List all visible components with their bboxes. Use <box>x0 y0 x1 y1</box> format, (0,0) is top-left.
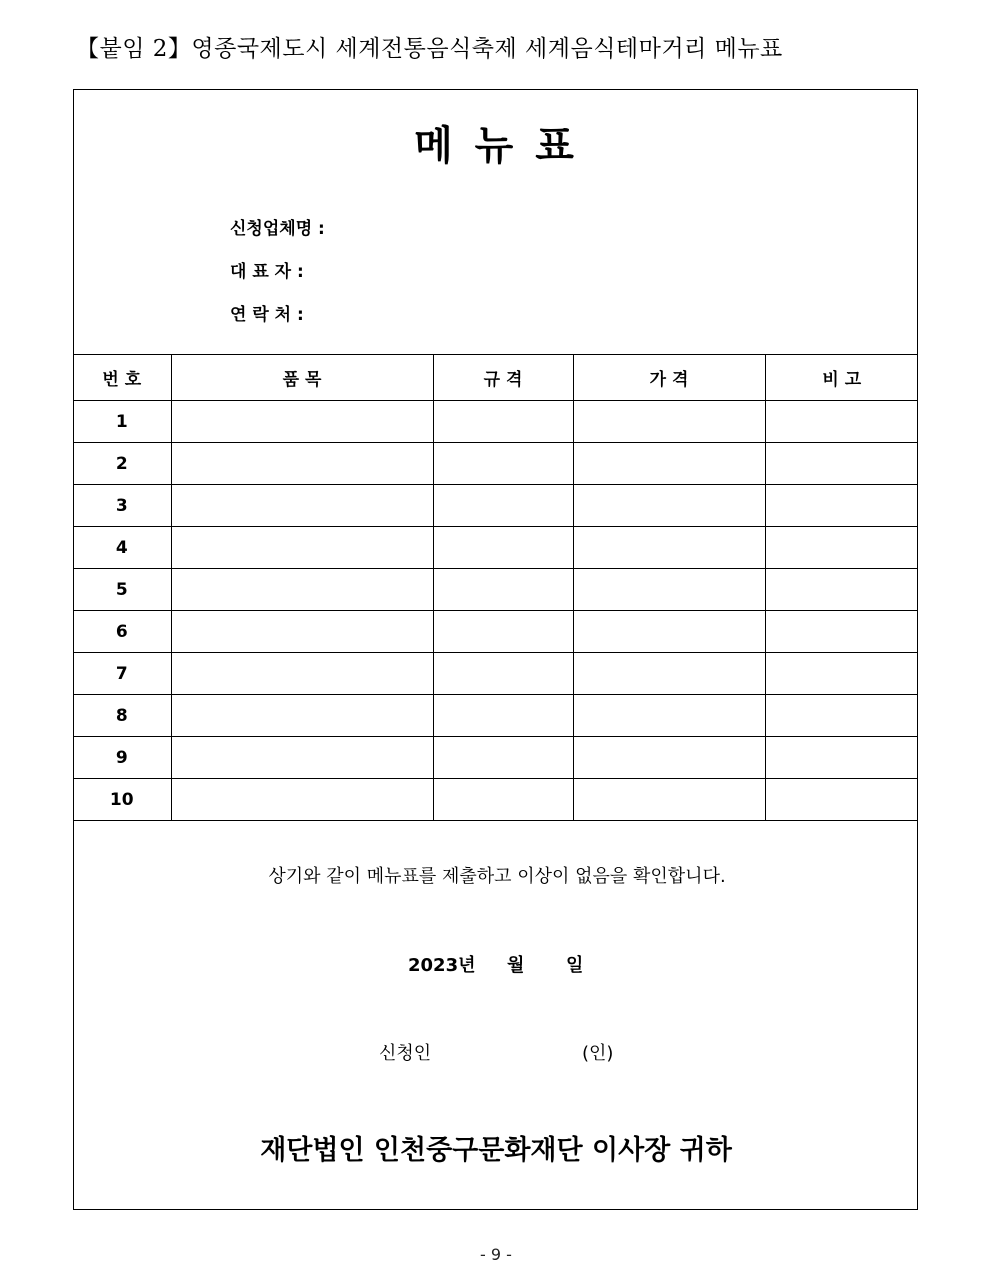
applicant-seal: (인) <box>582 1043 614 1064</box>
item-cell[interactable] <box>171 779 433 821</box>
contact-row <box>230 300 322 325</box>
column-header-remarks: 비 고 <box>765 355 918 401</box>
item-cell[interactable] <box>171 527 433 569</box>
recipient-line: 재단법인 인천중구문화재단 이사장 귀하 <box>260 1135 732 1166</box>
row-number: 4 <box>73 527 171 569</box>
spec-cell[interactable] <box>433 485 573 527</box>
contact-label: 연 락 처 : <box>230 305 304 325</box>
price-cell[interactable] <box>573 779 765 821</box>
row-number: 8 <box>73 695 171 737</box>
remarks-cell[interactable] <box>765 443 918 485</box>
remarks-cell[interactable] <box>765 401 918 443</box>
price-cell[interactable] <box>573 653 765 695</box>
page-number: - 9 - <box>480 1245 512 1264</box>
item-cell[interactable] <box>171 611 433 653</box>
item-cell[interactable] <box>171 485 433 527</box>
date-day: 일 <box>566 955 584 976</box>
remarks-cell[interactable] <box>765 527 918 569</box>
price-cell[interactable] <box>573 569 765 611</box>
table-row <box>73 401 918 443</box>
item-cell[interactable] <box>171 569 433 611</box>
item-cell[interactable] <box>171 653 433 695</box>
spec-cell[interactable] <box>433 569 573 611</box>
column-header-spec: 규 격 <box>433 355 573 401</box>
company-name-row <box>230 214 325 239</box>
remarks-cell[interactable] <box>765 653 918 695</box>
row-number: 2 <box>73 443 171 485</box>
table-row <box>73 443 918 485</box>
spec-cell[interactable] <box>433 401 573 443</box>
spec-cell[interactable] <box>433 611 573 653</box>
representative-label: 대 표 자 : <box>230 262 304 282</box>
remarks-cell[interactable] <box>765 485 918 527</box>
spec-cell[interactable] <box>433 779 573 821</box>
date-year: 2023년 <box>408 955 476 976</box>
row-number: 6 <box>73 611 171 653</box>
row-number: 5 <box>73 569 171 611</box>
page-title: 메 뉴 표 <box>414 123 578 169</box>
price-cell[interactable] <box>573 695 765 737</box>
table-row <box>73 485 918 527</box>
remarks-cell[interactable] <box>765 611 918 653</box>
price-cell[interactable] <box>573 443 765 485</box>
remarks-cell[interactable] <box>765 779 918 821</box>
table-header-row <box>73 355 918 401</box>
remarks-cell[interactable] <box>765 737 918 779</box>
row-number: 3 <box>73 485 171 527</box>
row-number: 9 <box>73 737 171 779</box>
price-cell[interactable] <box>573 611 765 653</box>
item-cell[interactable] <box>171 401 433 443</box>
price-cell[interactable] <box>573 485 765 527</box>
price-cell[interactable] <box>573 527 765 569</box>
table-row <box>73 779 918 821</box>
spec-cell[interactable] <box>433 527 573 569</box>
item-cell[interactable] <box>171 443 433 485</box>
item-cell[interactable] <box>171 695 433 737</box>
date-month: 월 <box>507 955 525 976</box>
table-row <box>73 737 918 779</box>
price-cell[interactable] <box>573 401 765 443</box>
row-number: 7 <box>73 653 171 695</box>
applicant-label: 신청인 <box>379 1043 432 1064</box>
item-cell[interactable] <box>171 737 433 779</box>
representative-row <box>230 257 322 282</box>
table-row <box>73 695 918 737</box>
remarks-cell[interactable] <box>765 569 918 611</box>
spec-cell[interactable] <box>433 653 573 695</box>
column-header-price: 가 격 <box>573 355 765 401</box>
company-name-label: 신청업체명 : <box>230 219 325 239</box>
row-number: 10 <box>73 779 171 821</box>
table-row <box>73 653 918 695</box>
table-row <box>73 527 918 569</box>
spec-cell[interactable] <box>433 695 573 737</box>
confirmation-statement: 상기와 같이 메뉴표를 제출하고 이상이 없음을 확인합니다. <box>268 866 726 887</box>
price-cell[interactable] <box>573 737 765 779</box>
column-header-item: 품 목 <box>171 355 433 401</box>
spec-cell[interactable] <box>433 737 573 779</box>
table-row <box>73 569 918 611</box>
column-header-number: 번 호 <box>73 355 171 401</box>
remarks-cell[interactable] <box>765 695 918 737</box>
row-number: 1 <box>73 401 171 443</box>
spec-cell[interactable] <box>433 443 573 485</box>
menu-table <box>73 354 918 821</box>
table-row <box>73 611 918 653</box>
document-header: 【붙임 2】영종국제도시 세계전통음식축제 세계음식테마거리 메뉴표 <box>76 36 783 62</box>
